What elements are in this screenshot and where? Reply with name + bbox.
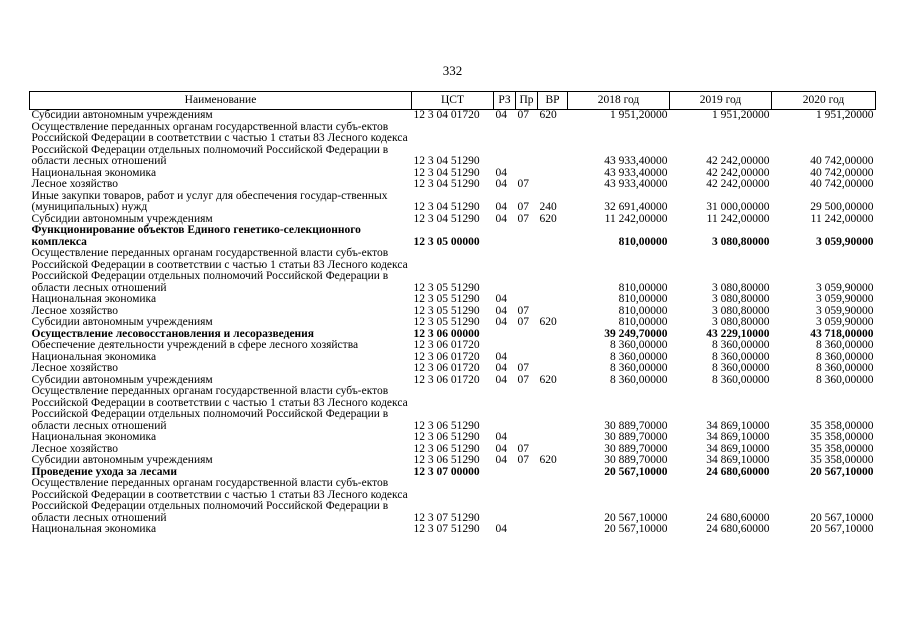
row-vr <box>538 329 568 341</box>
row-rz: 04 <box>495 373 507 386</box>
table-body <box>30 110 876 536</box>
row-vr <box>538 352 568 364</box>
table-row <box>30 225 876 248</box>
header-pr: Пр <box>516 92 538 110</box>
row-csr: 12 3 06 51290 <box>413 442 480 455</box>
row-vr: 620 <box>539 212 557 225</box>
row-pr: 07 <box>517 316 529 328</box>
row-amount-2019: 42 242,00000 <box>706 166 770 179</box>
row-csr: 12 3 07 51290 <box>413 523 480 535</box>
row-amount-2020: 43 718,00000 <box>810 327 874 340</box>
row-name: Осуществление переданных органам государственной власти субъ-ектов Российской Федерации в соответствии с частью 1 статьи 83 Лесного кодекса Российской Федерации отдельных полномочий Российской Федерации в области лесных отношений <box>31 247 408 294</box>
table-row <box>30 248 876 294</box>
row-amount-2020: 11 242,00000 <box>810 212 874 225</box>
row-amount-2019: 3 080,80000 <box>712 281 770 294</box>
row-amount-2019: 11 242,00000 <box>706 212 770 225</box>
row-rz: 04 <box>495 178 507 190</box>
row-pr: 07 <box>517 304 529 317</box>
row-csr: 12 3 05 51290 <box>413 281 480 294</box>
row-amount-2019: 34 869,10000 <box>706 454 770 466</box>
row-vr <box>538 524 568 536</box>
row-vr: 620 <box>539 316 557 328</box>
row-amount-2018: 8 360,00000 <box>610 362 668 374</box>
row-amount-2018: 20 567,10000 <box>604 465 668 478</box>
header-csr: ЦСТ <box>412 92 494 110</box>
row-amount-2018: 32 691,40000 <box>604 201 668 213</box>
row-amount-2018: 30 889,70000 <box>604 419 668 432</box>
row-amount-2018: 810,00000 <box>618 304 668 317</box>
table-row <box>30 294 876 306</box>
row-amount-2019: 34 869,10000 <box>706 442 770 455</box>
row-amount-2020: 35 358,00000 <box>810 431 874 443</box>
row-vr <box>538 386 568 432</box>
row-rz <box>494 329 516 341</box>
row-rz <box>494 478 516 524</box>
row-amount-2020: 35 358,00000 <box>810 454 874 466</box>
row-amount-2020: 8 360,00000 <box>816 373 874 386</box>
row-name: Осуществление переданных органам государственной власти субъ-ектов Российской Федерации в соответствии с частью 1 статьи 83 Лесного кодекса Российской Федерации отдельных полномочий Российской Федерации в области лесных отношений <box>31 120 408 167</box>
row-csr: 12 3 04 51290 <box>413 178 480 190</box>
row-rz <box>494 340 516 352</box>
header-name: Наименование <box>30 92 412 110</box>
row-amount-2018: 30 889,70000 <box>604 442 668 455</box>
row-rz: 04 <box>495 316 507 328</box>
row-amount-2020: 8 360,00000 <box>816 362 874 374</box>
row-amount-2020: 29 500,00000 <box>810 201 874 213</box>
row-amount-2018: 30 889,70000 <box>604 431 668 443</box>
row-amount-2019: 3 080,80000 <box>712 235 770 248</box>
row-rz: 04 <box>495 201 507 213</box>
row-amount-2019: 34 869,10000 <box>706 419 770 432</box>
row-rz <box>494 248 516 294</box>
row-csr: 12 3 05 51290 <box>413 293 480 305</box>
row-amount-2018: 8 360,00000 <box>610 350 668 363</box>
row-name: Национальная экономика <box>31 431 157 443</box>
row-rz: 04 <box>495 362 507 374</box>
row-name: Национальная экономика <box>31 166 157 179</box>
row-amount-2018: 43 933,40000 <box>604 155 668 167</box>
row-pr: 07 <box>517 212 529 225</box>
row-rz: 04 <box>495 350 507 363</box>
row-amount-2018: 20 567,10000 <box>604 511 668 524</box>
row-amount-2018: 43 933,40000 <box>604 178 668 190</box>
row-csr: 12 3 06 01720 <box>413 373 480 386</box>
row-amount-2019: 3 080,80000 <box>712 293 770 305</box>
row-name: Субсидии автономным учреждениям <box>31 454 213 466</box>
row-amount-2018: 43 933,40000 <box>604 166 668 179</box>
row-pr <box>516 478 538 524</box>
row-pr <box>516 248 538 294</box>
row-amount-2018: 810,00000 <box>618 293 668 305</box>
row-amount-2020: 20 567,10000 <box>810 511 874 524</box>
row-amount-2019: 42 242,00000 <box>706 155 770 167</box>
row-vr <box>538 168 568 180</box>
row-vr: 620 <box>539 109 557 121</box>
row-csr: 12 3 06 51290 <box>413 431 480 443</box>
row-rz: 04 <box>495 212 507 225</box>
row-amount-2020: 35 358,00000 <box>810 442 874 455</box>
header-rz: РЗ <box>494 92 516 110</box>
table-row <box>30 191 876 214</box>
row-name: Субсидии автономным учреждениям <box>31 373 213 386</box>
row-vr <box>538 478 568 524</box>
row-csr: 12 3 07 00000 <box>413 465 480 478</box>
row-amount-2020: 20 567,10000 <box>810 523 874 535</box>
row-rz: 04 <box>495 523 507 535</box>
row-pr <box>516 340 538 352</box>
row-name: Проведение ухода за лесами <box>31 465 177 478</box>
table-row <box>30 340 876 352</box>
row-csr: 12 3 04 51290 <box>413 155 480 167</box>
row-amount-2018: 30 889,70000 <box>604 454 668 466</box>
row-vr <box>538 179 568 191</box>
row-pr <box>516 467 538 479</box>
budget-table <box>29 91 876 536</box>
row-amount-2019: 8 360,00000 <box>712 339 770 351</box>
row-amount-2019: 3 080,80000 <box>712 304 770 317</box>
row-name: Субсидии автономным учреждениям <box>31 109 213 121</box>
row-csr: 12 3 06 00000 <box>413 327 480 340</box>
row-csr: 12 3 04 51290 <box>413 201 480 213</box>
row-rz: 04 <box>495 293 507 305</box>
row-amount-2018: 20 567,10000 <box>604 523 668 535</box>
table-row <box>30 122 876 168</box>
row-amount-2019: 43 229,10000 <box>706 327 770 340</box>
row-csr: 12 3 06 51290 <box>413 419 480 432</box>
row-csr: 12 3 07 51290 <box>413 511 480 524</box>
row-rz: 04 <box>495 166 507 179</box>
row-rz <box>494 467 516 479</box>
row-csr: 12 3 06 01720 <box>413 339 480 351</box>
table-row <box>30 478 876 524</box>
table-row <box>30 524 876 536</box>
row-name: Национальная экономика <box>31 350 157 363</box>
row-vr <box>538 340 568 352</box>
table-row <box>30 179 876 191</box>
row-rz <box>494 386 516 432</box>
row-csr: 12 3 04 01720 <box>413 109 480 121</box>
header-row <box>30 92 876 110</box>
row-amount-2020: 3 059,90000 <box>816 304 874 317</box>
row-amount-2019: 3 080,80000 <box>712 316 770 328</box>
row-rz: 04 <box>495 442 507 455</box>
row-amount-2020: 40 742,00000 <box>810 178 874 190</box>
row-pr <box>516 225 538 248</box>
row-name: Обеспечение деятельности учреждений в сфере лесного хозяйства <box>31 339 359 351</box>
row-pr <box>516 524 538 536</box>
row-rz <box>494 225 516 248</box>
header-2018: 2018 год <box>568 92 670 110</box>
row-amount-2018: 8 360,00000 <box>610 339 668 351</box>
row-amount-2020: 20 567,10000 <box>810 465 874 478</box>
row-amount-2020: 40 742,00000 <box>810 166 874 179</box>
row-amount-2018: 810,00000 <box>618 316 668 328</box>
row-name: Осуществление лесовосстановления и лесоразведения <box>31 327 315 340</box>
row-csr: 12 3 06 01720 <box>413 350 480 363</box>
row-name: Субсидии автономным учреждениям <box>31 316 213 328</box>
row-amount-2020: 40 742,00000 <box>810 155 874 167</box>
row-pr: 07 <box>517 442 529 455</box>
row-vr: 240 <box>539 201 557 213</box>
row-vr <box>538 363 568 375</box>
row-vr <box>538 122 568 168</box>
header-2019: 2019 год <box>670 92 772 110</box>
row-amount-2018: 1 951,20000 <box>610 109 668 121</box>
row-name: Осуществление переданных органам государственной власти субъ-ектов Российской Федерации в соответствии с частью 1 статьи 83 Лесного кодекса Российской Федерации отдельных полномочий Российской Федерации в области лесных отношений <box>31 477 408 524</box>
row-vr: 620 <box>539 454 557 466</box>
row-amount-2020: 3 059,90000 <box>816 235 874 248</box>
row-pr <box>516 329 538 341</box>
row-pr <box>516 122 538 168</box>
row-rz: 04 <box>495 109 507 121</box>
row-name: Функционирование объектов Единого генетико-селекционного комплекса <box>31 224 361 248</box>
row-vr <box>538 294 568 306</box>
row-name: Лесное хозяйство <box>31 442 119 455</box>
row-name: Иные закупки товаров, работ и услуг для обеспечения государ-ственных (муниципальных) нужд <box>31 189 388 213</box>
row-pr <box>516 294 538 306</box>
row-amount-2018: 8 360,00000 <box>610 373 668 386</box>
header-2020: 2020 год <box>772 92 876 110</box>
row-pr: 07 <box>517 109 529 121</box>
row-vr <box>538 467 568 479</box>
row-csr: 12 3 05 00000 <box>413 235 480 248</box>
row-rz: 04 <box>495 454 507 466</box>
table-row <box>30 317 876 329</box>
row-amount-2019: 8 360,00000 <box>712 362 770 374</box>
row-amount-2020: 3 059,90000 <box>816 281 874 294</box>
row-csr: 12 3 04 51290 <box>413 166 480 179</box>
row-rz: 04 <box>495 304 507 317</box>
row-pr <box>516 386 538 432</box>
row-name: Национальная экономика <box>31 523 157 535</box>
table-row <box>30 110 876 122</box>
row-pr: 07 <box>517 454 529 466</box>
table-row <box>30 455 876 467</box>
row-name: Осуществление переданных органам государственной власти субъ-ектов Российской Федерации в соответствии с частью 1 статьи 83 Лесного кодекса Российской Федерации отдельных полномочий Российской Федерации в области лесных отношений <box>31 385 408 432</box>
row-vr <box>538 432 568 444</box>
row-amount-2019: 24 680,60000 <box>706 523 770 535</box>
row-rz: 04 <box>495 431 507 443</box>
row-amount-2020: 35 358,00000 <box>810 419 874 432</box>
row-amount-2018: 39 249,70000 <box>604 327 668 340</box>
row-amount-2018: 810,00000 <box>618 235 668 248</box>
table-header <box>30 92 876 110</box>
row-rz <box>494 122 516 168</box>
row-csr: 12 3 05 51290 <box>413 304 480 317</box>
row-vr <box>538 248 568 294</box>
row-csr: 12 3 05 51290 <box>413 316 480 328</box>
page-number: 332 <box>442 63 463 78</box>
row-amount-2019: 24 680,60000 <box>706 465 770 478</box>
row-amount-2019: 24 680,60000 <box>706 511 770 524</box>
row-amount-2019: 42 242,00000 <box>706 178 770 190</box>
row-csr: 12 3 04 51290 <box>413 212 480 225</box>
row-amount-2018: 11 242,00000 <box>604 212 668 225</box>
row-name: Лесное хозяйство <box>31 362 119 374</box>
row-amount-2020: 8 360,00000 <box>816 339 874 351</box>
row-pr: 07 <box>517 362 529 374</box>
row-amount-2019: 34 869,10000 <box>706 431 770 443</box>
table-row <box>30 363 876 375</box>
row-name: Национальная экономика <box>31 293 157 305</box>
row-name: Субсидии автономным учреждениям <box>31 212 213 225</box>
row-amount-2018: 810,00000 <box>618 281 668 294</box>
row-pr: 07 <box>517 201 529 213</box>
header-vr: ВР <box>538 92 568 110</box>
row-amount-2019: 1 951,20000 <box>712 109 770 121</box>
row-amount-2020: 1 951,20000 <box>816 109 874 121</box>
row-amount-2019: 31 000,00000 <box>706 201 770 213</box>
row-amount-2019: 8 360,00000 <box>712 350 770 363</box>
row-amount-2020: 3 059,90000 <box>816 316 874 328</box>
row-csr: 12 3 06 51290 <box>413 454 480 466</box>
row-vr <box>538 225 568 248</box>
row-vr: 620 <box>539 373 557 386</box>
row-amount-2020: 8 360,00000 <box>816 350 874 363</box>
row-pr: 07 <box>517 178 529 190</box>
row-pr <box>516 432 538 444</box>
row-name: Лесное хозяйство <box>31 304 119 317</box>
row-amount-2019: 8 360,00000 <box>712 373 770 386</box>
row-pr: 07 <box>517 373 529 386</box>
row-name: Лесное хозяйство <box>31 178 119 190</box>
row-csr: 12 3 06 01720 <box>413 362 480 374</box>
row-amount-2020: 3 059,90000 <box>816 293 874 305</box>
table-row <box>30 432 876 444</box>
table-row <box>30 386 876 432</box>
